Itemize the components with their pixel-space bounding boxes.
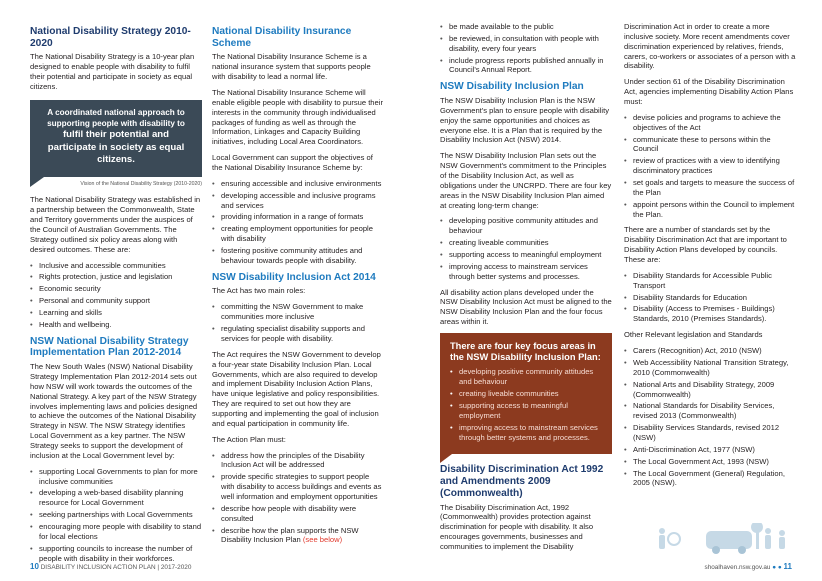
list-item: • Economic security [30,284,202,294]
list-item-text: describe how the plan supports the NSW Disability Inclusion Plan [221,525,359,545]
paragraph: The Act has two main roles: [212,286,306,296]
paragraph: The Disability Discrimination Act, 1992 (Commonwealth) provides protection against discrimination for people with disability. It also encourages governments, businesses and communities to implement the Disability [440,502,594,551]
footer-title: DISABILITY INCLUSION ACTION PLAN | 2017-2020 [40,564,192,571]
list-item: • Inclusive and accessible communities [30,261,202,271]
list-item: • creating liveable communities [440,238,612,248]
list-item: • developing positive community attitudes and behaviour [440,216,612,236]
ndis-support-list [212,179,384,266]
heading-discrimination-act: Disability Discrimination Act 1992 and Amendments 2009 (Commonwealth) [440,464,604,499]
column-4 [624,22,796,494]
list-item: • describe how people with disability were consulted [212,504,384,524]
list-item: • encouraging more people with disability to stand for local elections [30,522,202,542]
list-item: • set goals and targets to measure the success of the Plan [624,178,796,198]
list-item: • improving access to mainstream services through better systems and processes. [440,262,612,282]
action-plan-list [212,451,384,546]
paragraph: The National Disability Strategy was established in a partnership between the Commonwealth, State and Territory governments under the auspices of the Council of Australian Governments. The Strategy outlined six policy areas along with desired outcomes. These are: [30,195,201,254]
list-item [212,526,384,546]
quote-text: A coordinated national approach to supporting people with disability to [47,107,185,128]
list-item: • fostering positive community attitudes and behaviour towards people with disability. [212,246,384,266]
list-item: • supporting access to meaningful employment [450,401,602,421]
paragraph: The NSW Disability Inclusion Plan is the NSW Government's plan to ensure people with disability enjoy the same opportunities and choices as everyone else. It is a Plan that is required by the Disability Inclusion Act (NSW) 2014. [440,96,610,145]
list-item: • Disability (Access to Premises - Buildings) Standards, 2010 (Premises Standards). [624,304,796,324]
list-item: • supporting Local Governments to plan for more inclusive communities [30,467,202,487]
list-item: • Anti-Discrimination Act, 1977 (NSW) [624,445,796,455]
paragraph: Local Government can support the objectives of the National Disability Insurance Scheme by: [212,153,373,173]
list-item: • providing information in a range of formats [212,212,384,222]
list-item: • Health and wellbeing. [30,320,202,330]
list-item: • regulating specialist disability supports and services for people with disability. [212,324,384,344]
list-item: • Personal and community support [30,296,202,306]
list-item: • National Standards for Disability Services, revised 2013 (Commonwealth) [624,401,796,421]
vision-quote-box [30,100,202,177]
list-item: • supporting access to meaningful employment [440,250,612,260]
paragraph: Discrimination Act in order to create a more inclusive society. More recent amendments cover discrimination experienced by relatives, friends, carers, co-workers or associates of a person with a disability. [624,22,796,71]
list-item: • ensuring accessible and inclusive environments [212,179,384,189]
paragraph: Under section 61 of the Disability Discrimination Act, agencies implementing Disability Action Plans must: [624,77,794,107]
list-item: • Carers (Recognition) Act, 2010 (NSW) [624,346,796,356]
list-item: • communicate these to persons within the Council [624,135,796,155]
list-item: • Disability Standards for Education [624,293,796,303]
list-item: • developing positive community attitudes and behaviour [450,367,602,387]
focus-areas-list [440,216,612,281]
person-shape [659,528,665,534]
list-item: • creating liveable communities [450,389,602,399]
bus-shape [706,531,752,549]
column-1 [30,22,202,569]
heading-inclusion-plan: NSW Disability Inclusion Plan [440,81,584,93]
paragraph: The National Disability Insurance Scheme will enable eligible people with disability to pursue their interests in the community through individualised packages of funding as well as through the Information, Linkages and Capacity Building initiatives, including Local Area Coordinators. [212,88,383,147]
list-item: • developing accessible and inclusive programs and services [212,191,384,211]
act-roles-list [212,302,384,343]
list-item: • Learning and skills [30,308,202,318]
paragraph: Other Relevant legislation and Standards [624,330,763,340]
see-below-link[interactable]: (see below) [302,535,343,545]
quote-text-emphasis: fulfil their potential and participate in society as equal citizens. [47,129,185,166]
list-item: • provide specific strategies to support people with disability to access buildings and events as well information and employment opportunities [212,472,384,502]
paragraph: The National Disability Strategy is a 10-year plan designed to enable people with disability to fulfil their potential and participate in society as equal citizens. [30,52,195,92]
wheelchair-shape [668,533,680,545]
list-item: • The Local Government (General) Regulation, 2005 (NSW). [624,469,796,489]
column-2 [212,22,384,551]
list-item: • appoint persons within the Council to implement the Plan. [624,200,796,220]
heading-national-disability-strategy: National Disability Strategy 2010-2020 [30,26,191,49]
heading-inclusion-act: NSW Disability Inclusion Act 2014 [212,271,376,283]
heading-nsw-implementation-plan: NSW National Disability Strategy Implementation Plan 2012-2014 [30,335,189,359]
list-item: • creating employment opportunities for people with disability [212,224,384,244]
list-item: • seeking partnerships with Local Governments [30,510,202,520]
agency-obligations-list [624,113,796,220]
paragraph: The National Disability Insurance Scheme is a national insurance system that supports people with disability to lead a normal life. [212,52,371,82]
footer-right [705,562,793,571]
footer-left [30,562,191,571]
column-3 [440,22,612,558]
paragraph: The Act requires the NSW Government to develop a four-year state Disability Inclusion Plan. Local Governments, which are also required to develop and implement Disability Inclusion Action Plans, have unique legislative and policy responsibilities. They are required to set out how they are supporting and implementing the goal of inclusion and equal participation in community life. [212,349,381,428]
social-icons: ● ● [772,564,782,571]
list-item: • Disability Standards for Accessible Public Transport [624,271,796,291]
community-illustration [644,523,794,557]
paragraph: The New South Wales (NSW) National Disability Strategy Implementation Plan 2012-2014 sets out how NSW will work towards the outcomes of the National Strategy. A key part of the NSW Strategy involves implementing laws and policies designed to achieve the outcomes of the National Disability Strategy in NSW. The NSW Strategy identifies Local Government as a key partner. The NSW Strategy seeks to support the development of inclusion at the Local Government level by: [30,362,198,460]
callout-heading: There are four key focus areas in the NSW Disability Inclusion Plan: [450,341,601,363]
list-item: • Rights protection, justice and legislation [30,272,202,282]
list-item: • be reviewed, in consultation with people with disability, every four years [440,34,612,54]
quote-caption: Vision of the National Disability Strategy (2010-2020) [80,180,202,187]
list-item: • The Local Government Act, 1993 (NSW) [624,457,796,467]
list-item: • Web Accessibility National Transition Strategy, 2010 (Commonwealth) [624,358,796,378]
list-item: • supporting councils to increase the number of people with disability in their workforces. [30,544,202,564]
website-link[interactable]: shoalhaven.nsw.gov.au [704,564,771,571]
focus-areas-callout [440,333,612,454]
paragraph: The NSW Disability Inclusion Plan sets out the NSW Government's commitment to the Principles of the Disability Inclusion Act, as well as obligations under the UNCRPD. There are four key areas in the NSW Disability Inclusion Plan aimed at creating long-term change: [440,151,612,210]
list-item: • developing a web-based disability planning resource for Local Government [30,488,202,508]
heading-ndis: National Disability Insurance Scheme [212,26,352,49]
page-number-right: 11 [783,562,792,571]
paragraph: There are a number of standards set by the Disability Discrimination Act that are important to Disability Action Plans developed by councils. These are: [624,225,787,265]
list-item: • include progress reports published annually in Council's Annual Report. [440,56,612,76]
support-list [30,467,202,564]
continued-list [440,22,612,75]
legislation-list [624,346,796,488]
list-item: • devise policies and programs to achieve the objectives of the Act [624,113,796,133]
list-item: • Disability Services Standards, revised 2012 (NSW) [624,423,796,443]
list-item: • National Arts and Disability Strategy, 2009 (Commonwealth) [624,380,796,400]
list-item: • review of practices with a view to identifying discriminatory practices [624,156,796,176]
paragraph: The Action Plan must: [212,434,286,444]
list-item: • improving access to mainstream services through better systems and processes. [450,423,602,443]
list-item: • address how the principles of the Disability Inclusion Act will be addressed [212,451,384,471]
list-item: • committing the NSW Government to make communities more inclusive [212,302,384,322]
policy-areas-list [30,261,202,330]
callout-list [450,367,602,442]
list-item: • be made available to the public [440,22,612,32]
standards-list [624,271,796,324]
page-number-left: 10 [30,562,39,571]
paragraph: All disability action plans developed under the NSW Disability Inclusion Act must be aligned to the NSW Disability Inclusion Plan and the four focus areas within it. [440,287,612,327]
